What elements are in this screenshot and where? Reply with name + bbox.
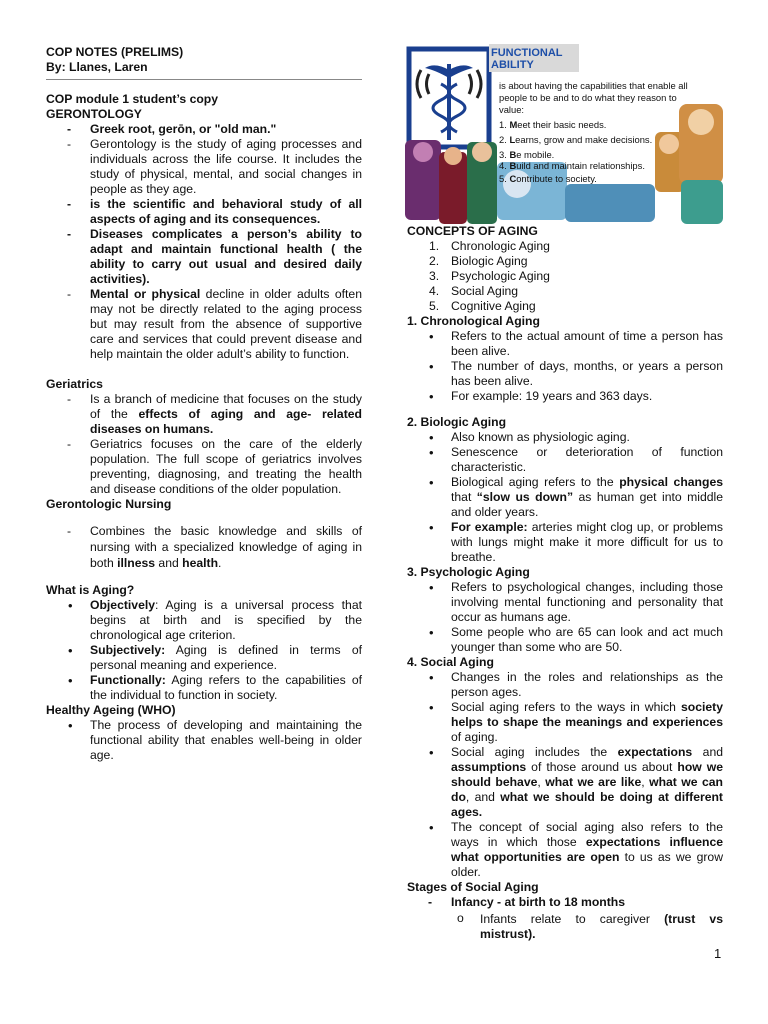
body-text: , and [465, 790, 501, 804]
body-text: decline in older adults often may not be directly related to the aging process but may result from the absence of supportive care and services that could prevent disease and help maintain the older adult’s ability to function. [90, 287, 362, 361]
list-item [46, 673, 362, 703]
bold-text: what we are like [545, 775, 642, 789]
figure-list [499, 119, 652, 184]
list-item [407, 475, 723, 520]
figure-list-initial: B [509, 160, 517, 171]
body-text: and [155, 556, 183, 570]
concept-label: Chronologic Aging [451, 239, 550, 253]
module-title: COP module 1 student’s copy [46, 92, 219, 106]
list-item: • Senescence or deterioration of function characteristic. [407, 445, 723, 475]
list-item: - is the scientific and behavioral study of all aspects of aging and its consequences. [46, 197, 362, 227]
list-item: 4. Social Aging [429, 284, 519, 298]
figure-list-text: eet their basic needs. [517, 119, 607, 130]
concept-label: Psychologic Aging [451, 269, 550, 283]
body-text: . [218, 556, 222, 570]
figure-list-text: uild and maintain relationships. [516, 160, 645, 171]
bold-text: how we should behave [451, 760, 723, 789]
figure-intro-line: value: [499, 104, 525, 115]
functional-ability-graphic [405, 44, 723, 226]
aging-heading: What is Aging? [46, 583, 135, 597]
bold-text: “slow us down” [476, 490, 574, 504]
figure-list-initial: L [509, 134, 516, 145]
figure-list-text: ontribute to society. [516, 173, 597, 184]
body-text: to us as we grow older. [451, 850, 724, 879]
body-text: Biological aging refers to the [451, 475, 620, 489]
concept-label: Cognitive Aging [451, 299, 536, 313]
gerontology-heading: GERONTOLOGY [46, 107, 142, 121]
bold-text: (trust vs mistrust). [480, 912, 723, 941]
functional-ability-figure [405, 44, 723, 226]
list-item [407, 520, 723, 565]
body-text: Aging refers to the capabilities of the individual to function in society. [90, 673, 362, 702]
list-item [46, 598, 362, 643]
list-item [407, 745, 723, 820]
bold-text: health [182, 556, 219, 570]
biologic-heading: 2. Biologic Aging [407, 415, 507, 429]
body-text: of aging. [451, 730, 498, 744]
left-column [46, 0, 362, 763]
infancy-sublist [407, 912, 723, 942]
list-item [407, 700, 723, 745]
figure-list-initial: M [509, 119, 518, 130]
aging-list [46, 598, 362, 703]
list-item: • Some people who are 65 can look and act much younger than some who are 50. [407, 625, 723, 655]
list-item: • Refers to psychological changes, including those involving mental functioning and personality that occur as humans age. [407, 580, 723, 625]
list-item: 1. Chronologic Aging [429, 239, 550, 253]
figure-list-item: 1. Meet their basic needs. [499, 119, 607, 130]
list-item: 5. Cognitive Aging [429, 299, 536, 313]
figure-intro-line: people to be and to do what they reason to [499, 92, 677, 103]
body-text: Social aging refers to the ways in which [451, 700, 681, 714]
bold-text: For example: [451, 520, 528, 534]
body-text: arteries might clog up, or problems with lungs might make it more difficult for us to breathe. [451, 520, 723, 564]
list-item [46, 523, 362, 571]
concepts-heading: CONCEPTS OF AGING [407, 224, 538, 238]
concept-label: Social Aging [451, 284, 519, 298]
figure-list-text: e mobile. [516, 149, 555, 160]
figure-list-item: 3. Be mobile. [499, 149, 555, 160]
nursing-list [46, 523, 362, 571]
body-text: of those around us about [526, 760, 678, 774]
bold-text: effects of aging and age- related diseases on humans. [90, 407, 362, 436]
list-item: 2. Biologic Aging [429, 254, 528, 268]
stages-heading: Stages of Social Aging [407, 880, 539, 894]
biologic-list [407, 430, 723, 565]
list-item: - Gerontology is the study of aging processes and individuals across the life course. It includes the study of physical, mental, and social changes in people as they age. [46, 137, 362, 197]
bold-text: illness [117, 556, 156, 570]
geriatrics-list [46, 392, 362, 497]
social-heading: 4. Social Aging [407, 655, 494, 669]
list-item [46, 287, 362, 362]
body-text: that [451, 490, 477, 504]
list-item: • The number of days, months, or years a person has been alive. [407, 359, 723, 389]
psychologic-heading: 3. Psychologic Aging [407, 565, 530, 579]
healthy-ageing-list [46, 718, 362, 763]
figure-list-initial: B [509, 149, 517, 160]
body-text: Aging is defined in terms of personal meaning and experience. [90, 643, 362, 672]
stages-list [407, 895, 723, 910]
list-item [46, 643, 362, 673]
list-item [407, 820, 723, 880]
figure-list-item: 4. Build and maintain relationships. [499, 160, 645, 171]
body-text: , [537, 775, 546, 789]
list-item: - Greek root, gerōn, or "old man." [46, 122, 362, 137]
healthy-ageing-heading: Healthy Ageing (WHO) [46, 703, 176, 717]
bold-text: society helps to shape the meanings and experiences [451, 700, 723, 729]
body-text: and [692, 745, 723, 759]
doc-author: By: Llanes, Laren [46, 60, 148, 74]
figure-intro [499, 80, 690, 115]
social-list [407, 670, 723, 880]
figure-title-box [489, 44, 579, 72]
geriatrics-heading: Geriatrics [46, 377, 103, 391]
chronological-list [407, 329, 723, 404]
figure-intro-text [499, 80, 690, 115]
list-item: • Refers to the actual amount of time a person has been alive. [407, 329, 723, 359]
list-item [407, 912, 723, 942]
bold-text: expectations [617, 745, 693, 759]
list-item: - Geriatrics focuses on the care of the elderly population. The full scope of geriatrics involves preventing, diagnosing, and treating the health and disease conditions of the older population. [46, 437, 362, 497]
body-text: Social aging includes the [451, 745, 618, 759]
bold-text: what we can do [451, 775, 724, 804]
caduceus-icon [409, 49, 489, 147]
body-text: , [641, 775, 650, 789]
psychologic-list [407, 580, 723, 655]
chronological-heading: 1. Chronological Aging [407, 314, 540, 328]
list-item: 3. Psychologic Aging [429, 269, 550, 283]
body-text: Is a branch of medicine that focuses on the study of the [90, 392, 362, 421]
bold-text: what we should be doing at different ages. [451, 790, 723, 819]
list-item: - Diseases complicates a person’s ability to adapt and maintain functional health ( the ability to carry out usual and desired daily activities). [46, 227, 362, 287]
bold-text: Functionally: [90, 673, 166, 687]
list-item: - Infancy - at birth to 18 months [407, 895, 723, 910]
figure-list-text: earns, grow and make decisions. [515, 134, 653, 145]
body-text: : Aging is a universal process that begins at birth and is specified by the chronological age criterion. [90, 598, 362, 642]
concept-label: Biologic Aging [451, 254, 528, 268]
list-item [46, 392, 362, 437]
right-column [407, 224, 723, 942]
header-divider [46, 79, 362, 80]
figure-list-item: 5. Contribute to society. [499, 173, 597, 184]
concepts-list [407, 239, 723, 314]
list-item: • For example: 19 years and 363 days. [407, 389, 723, 404]
bold-text: Subjectively: [90, 643, 166, 657]
bold-text: assumptions [451, 760, 527, 774]
list-item: • The process of developing and maintaining the functional ability that enables well-being in older age. [46, 718, 362, 763]
body-text: as human get into middle and older years. [451, 490, 723, 519]
figure-list-initial: C [509, 173, 517, 184]
bold-text: expectations influence what opportunities are open [451, 835, 723, 864]
figure-title-line2: ABILITY [491, 59, 534, 71]
list-item: • Also known as physiologic aging. [407, 430, 723, 445]
page-number: 1 [714, 946, 722, 961]
doc-title: COP NOTES (PRELIMS) [46, 45, 184, 59]
body-text: Combines the basic knowledge and skills of nursing with a specialized knowledge of aging in both [90, 524, 362, 570]
gerontology-list [46, 122, 362, 362]
body-text: The concept of social aging also refers to the ways in which those [451, 820, 723, 849]
list-item: • Changes in the roles and relationships as the person ages. [407, 670, 723, 700]
bold-text: Objectively [90, 598, 156, 612]
bold-text: Mental or physical [90, 287, 201, 301]
bold-text: physical changes [619, 475, 723, 489]
figure-title-line1: FUNCTIONAL [491, 47, 563, 59]
nursing-heading: Gerontologic Nursing [46, 497, 172, 511]
body-text: Infants relate to caregiver [480, 912, 665, 926]
figure-list-item: 2. Learns, grow and make decisions. [499, 134, 653, 145]
figure-intro-line: is about having the capabilities that enable all [499, 80, 688, 91]
